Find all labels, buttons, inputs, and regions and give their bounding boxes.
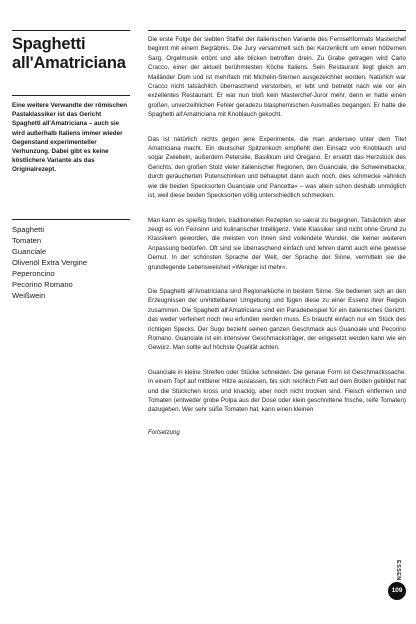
body-paragraph: Die Spaghetti all'Amatriciana sind Regionalküche in bestem Sinne. Sie bedienen sich an den Erzeugnissen der unmittelbaren Umgebung und fügen diese zu einer Essenz ihrer Region zusammen. Die Spaghetti all'Amatriciana sind ein Paradebeispiel für ein italienisches Gericht, das weder verfeinert noch neu erfunden werden muss. Es braucht einfach nur ein Stück des richtigen Specks. Der Sugo bezieht seinen ganzen Geschmack aus Guanciale und Pecorino Romano. Guanciale ist ein intensiver Geschmacksträger, der eingesetzt werden kann wie ein Gewürz. Man sollte auf höchste Qualität achten. (148, 287, 406, 352)
ingredient-item: Spaghetti (12, 224, 45, 234)
body-paragraph: Guanciale in kleine Streifen oder Stücke schneiden. Die genaue Form ist Geschmackssache. In einem Topf auf mittlerer Hitze auslassen, bis sich reichlich Fett auf dem Boden gebildet hat und die Stückchen kross und knackig, aber noch nicht trocken sind. Fleisch entfernen und Tomaten (entweder grobe Polpa aus der Dose oder klein geschnittene frische, reife Tomaten) dazugeben. Wer sehr süße Tomaten hat, kann einen kleinen (148, 368, 406, 414)
title-rule (12, 30, 130, 31)
ingredient-item: Guanciale (12, 246, 47, 256)
body-column (148, 30, 406, 442)
continuation-note: Fortsetzung (148, 429, 180, 436)
ingredient-item: Pecorino Romano (12, 279, 73, 289)
intro-text: Eine weitere Verwandte der römischen Pastaklassiker ist das Gericht Spaghetti all'Amatriciana – auch sie wird außerhalb Italiens immer wieder Gegenstand experimenteller Verhunzung. Dabei gibt es keine köstlichere Variante als das Originalrezept. (12, 102, 128, 174)
body-paragraph: Die erste Folge der siebten Staffel der italienischen Variante des Fernsehformats Masterchef beginnt mit einem Begräbnis. Die Jury versammelt sich bei Kerzenlicht um einen hölzernen Sarg, Orgelmusik ertönt und alle blicken betroffen drein. Zu Grabe getragen wird Carlo Cracco, einer der aktuell berühmtesten Köche Italiens. Sein Restaurant liegt gleich am Mailänder Dom und ist mehrfach mit Michelin-Sternen ausgezeichnet worden. Natürlich war Cracco nicht tatsächlich überraschend verstorben, er lebt und betreibt nach wie vor ein exzellentes Restaurant. Er war nun bloß kein Masterchef-Juror mehr, denn er hatte einen großen, unverzeihlichen Fehler geradezu blasphemischen Ausmaßes begangen: Er hatte die Spaghetti all'Amatriciana mit Knoblauch gekocht. (148, 36, 406, 119)
ingredient-item: Peperoncino (12, 268, 55, 278)
body-rule (148, 30, 406, 31)
recipe-title: Spaghetti all'Amatriciana (12, 35, 126, 72)
left-column (12, 30, 130, 301)
ingredient-item: Tomaten (12, 235, 42, 245)
intro-rule (12, 95, 130, 96)
page-badge (388, 560, 408, 600)
page-number: 109 (388, 582, 406, 600)
ingredient-item: Olivenöl Extra Vergine (12, 257, 88, 267)
ingredient-item: Weißwein (12, 290, 46, 300)
body-paragraph: Man kann es spießig finden, traditionellen Rezepten so sakral zu begegnen. Tatsächlich aber zeugt es von Feinsinn und kulinarischer Intelligenz. Viele Klassiker sind nicht ohne Grund zu Klassikern geworden, die meisten von ihnen sind vollendete Wunder, die keiner weiteren Anpassung bedürfen. Oft sind sie überraschend einfach und lehren damit auch eine gewisse Demut. In der schönsten Sprache der Welt, der Sprache der Sinne, vermitteln sie die grundlegende Lebensweisheit »Weniger ist mehr«. (148, 216, 406, 271)
ingredients-rule (12, 219, 130, 220)
ingredients-list (12, 224, 130, 301)
section-brand: ESSEN (395, 560, 401, 581)
body-paragraph: Das ist natürlich nichts gegen jene Experimente, die man anderswo unter dem Titel Amatriciana macht. Ein deutscher Spitzenkoch empfiehlt den Einsatz von Knoblauch und sogar Zwiebeln, außerdem Petersilie, Basilikum und Oregano. Er ersetzt das Herzstück des Gerichts, den großen Stolz vieler italienischer Regionen, den Guanciale, die Schweinebacke, durch geräucherten Putenschinken und behauptet dann auch noch, dies schmecke »ähnlich wie die beiden Specksorten Guanciale und Pancetta« – was allein schon deshalb unmöglich ist, weil diese beiden Specksorten völlig unterschiedlich schmecken. (148, 135, 406, 200)
